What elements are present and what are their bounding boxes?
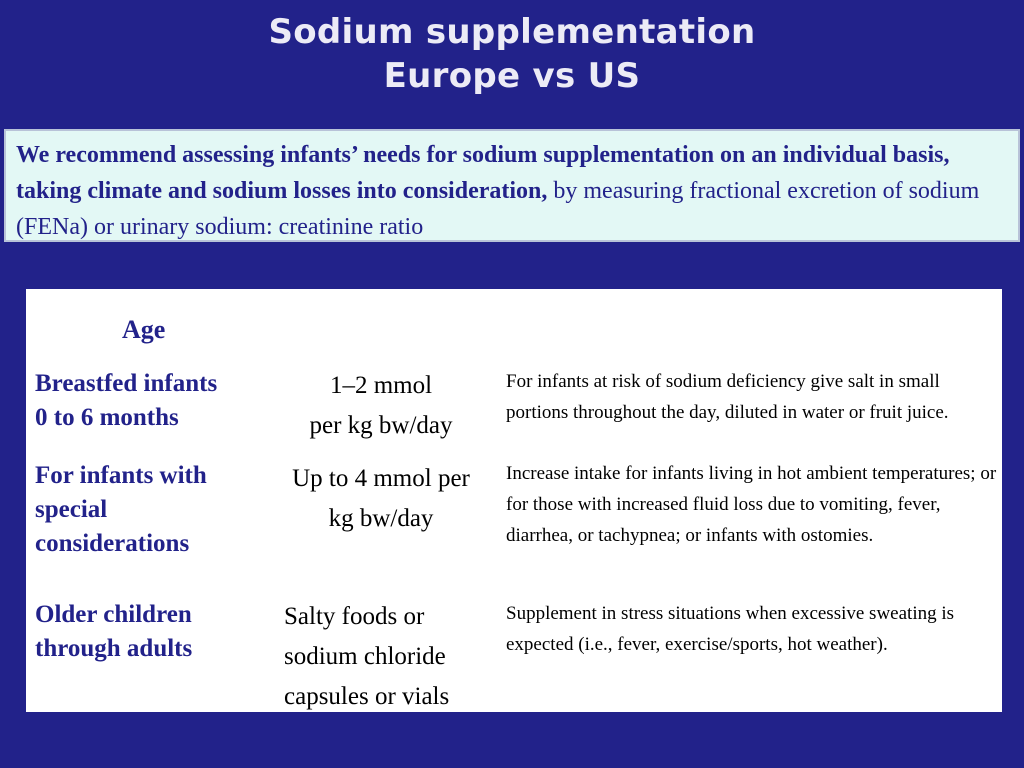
supplementation-table xyxy=(26,289,1002,712)
age-column-header: Age xyxy=(122,315,166,344)
row-2-note: Increase intake for infants living in hot ambient temperatures; or for those with increased fluid loss due to vomiting, fever, diarrhea, or tachypnea; or infants with ostomies. xyxy=(506,463,997,546)
recommendation-bold-text: We recommend assessing infants’ needs for sodium supplementation on an individual basis, taking climate and sodium losses into consideration, xyxy=(16,142,950,204)
title-line-2: Europe vs US xyxy=(383,56,641,96)
row-3-group-line-1: Older children xyxy=(35,601,192,628)
row-3-dose-line-1: Salty foods or xyxy=(284,603,425,630)
row-3-age-group xyxy=(35,598,265,666)
row-2-group-line-2: special xyxy=(35,496,108,523)
row-3-dose-line-3: capsules or vials xyxy=(284,683,450,710)
row-1-dose-line-1: 1–2 mmol xyxy=(329,372,433,399)
row-2-group-line-1: For infants with xyxy=(35,462,207,489)
row-1-group-line-2: 0 to 6 months xyxy=(35,404,179,431)
row-1-dose xyxy=(272,366,490,446)
recommendation-box xyxy=(4,129,1020,242)
row-3-note: Supplement in stress situations when excessive sweating is expected (i.e., fever, exercise/sports, hot weather). xyxy=(506,603,955,655)
row-1-dose-line-2: per kg bw/day xyxy=(309,412,453,439)
row-2-dose-line-2: kg bw/day xyxy=(328,505,434,532)
row-3-group-line-2: through adults xyxy=(35,635,193,662)
row-3-dose-line-2: sodium chloride xyxy=(284,643,446,670)
row-1-group-line-1: Breastfed infants xyxy=(35,370,218,397)
recommendation-regular-text: by measuring fractional excretion of sodium (FENa) or urinary sodium: creatinine ratio xyxy=(16,178,980,240)
slide-title xyxy=(0,10,1024,98)
row-2-age-group xyxy=(35,459,265,561)
row-3-dose xyxy=(284,597,502,717)
row-2-group-line-3: considerations xyxy=(35,530,190,557)
row-2-dose-line-1: Up to 4 mmol per xyxy=(292,465,470,492)
row-1-note: For infants at risk of sodium deficiency give salt in small portions throughout the day, diluted in water or fruit juice. xyxy=(506,371,949,423)
row-2-dose xyxy=(272,459,490,539)
row-1-age-group xyxy=(35,367,265,435)
title-line-1: Sodium supplementation xyxy=(268,12,756,52)
